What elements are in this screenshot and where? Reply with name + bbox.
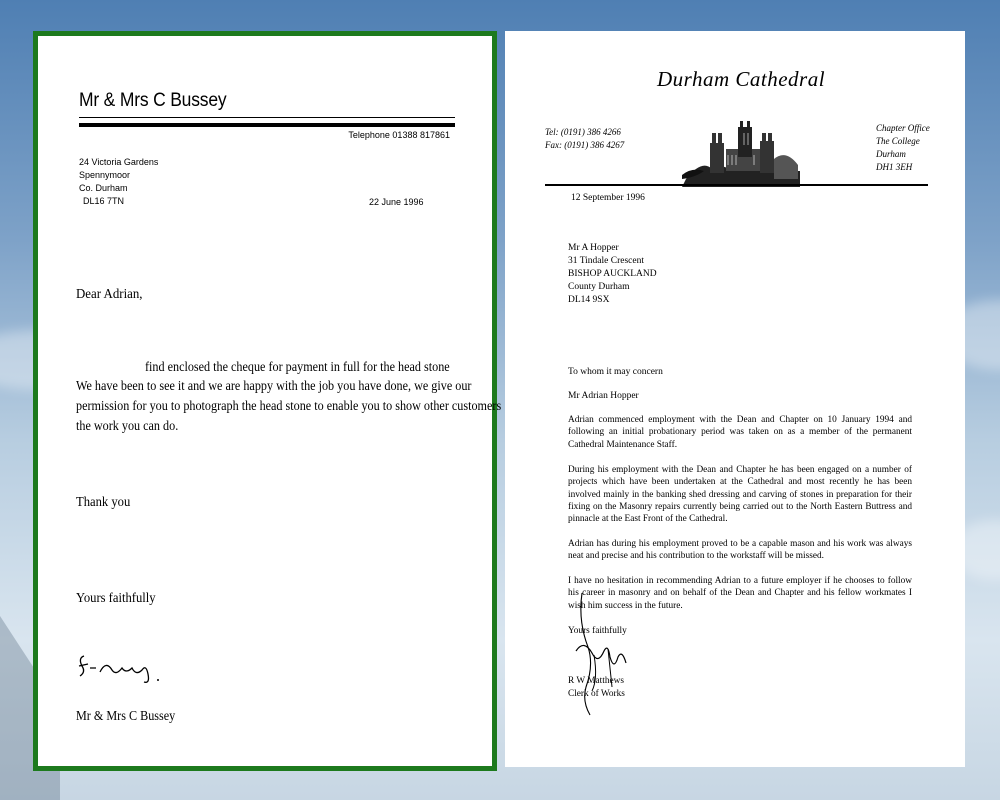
closing: Yours faithfully: [568, 626, 627, 636]
closing: Yours faithfully: [76, 591, 156, 606]
recipient-line: BISHOP AUCKLAND: [568, 269, 657, 279]
address-line: 24 Victoria Gardens: [79, 157, 159, 167]
to-whom-line: To whom it may concern: [568, 367, 663, 377]
paragraph: Adrian commenced employment with the Dean and Chapter on 10 January 1994 and following an initial probationary period was taken on as a member of the permanent Cathedral Maintenance Staff.: [568, 415, 912, 450]
paragraph: Adrian has during his employment proved to be a capable mason and his work was always neat and precise and his contribution to the workstaff will be missed.: [568, 539, 912, 562]
body-line: find enclosed the cheque for payment in full for the head stone: [145, 359, 450, 374]
office-address-line: Durham: [876, 149, 906, 159]
recipient-line: DL14 9SX: [568, 295, 610, 305]
subject-line: Mr Adrian Hopper: [568, 391, 639, 401]
letterhead-title: Durham Cathedral: [657, 67, 826, 91]
recipient-line: 31 Tindale Crescent: [568, 256, 644, 266]
fax: Fax: (0191) 386 4267: [545, 140, 625, 150]
address-line: Spennymoor: [79, 170, 131, 180]
signatory-name: Mr & Mrs C Bussey: [76, 708, 176, 723]
telephone: Telephone 01388 817861: [348, 130, 450, 140]
durham-cathedral-letter: [505, 31, 965, 767]
cathedral-engraving: [682, 119, 800, 187]
sender-name: Mr & Mrs C Bussey: [79, 90, 227, 111]
paragraph: During his employment with the Dean and Chapter he has been engaged on a number of projects which have been undertaken at the Cathedral and most recently he has been involved mainly in the banking shed dressing and carving of stones in preparation for their fixing on the Masonry repairs currently being carried out to the North Eastern Buttress and pinnacle at the East Front of the Cathedral.: [568, 465, 912, 525]
address-line: Co. Durham: [79, 183, 128, 193]
letter-date: 22 June 1996: [369, 197, 424, 207]
letterhead-rule-thin: [79, 117, 455, 118]
office-address-line: DH1 3EH: [876, 162, 913, 172]
body-line: We have been to see it and we are happy with the job you have done, we give our: [76, 378, 472, 393]
letterhead-rule-thick: [79, 123, 455, 127]
body-line: the work you can do.: [76, 418, 179, 433]
office-address-line: The College: [876, 136, 920, 146]
handwritten-signature: [76, 650, 176, 686]
office-address-line: Chapter Office: [876, 123, 930, 133]
body-line: permission for you to photograph the head stone to enable you to show other customers: [76, 398, 502, 413]
salutation: Dear Adrian,: [76, 287, 143, 302]
address-line: DL16 7TN: [83, 196, 125, 206]
bussey-letter: [33, 31, 502, 771]
letter-date: 12 September 1996: [571, 193, 645, 203]
thank-you: Thank you: [76, 495, 131, 510]
recipient-line: Mr A Hopper: [568, 243, 619, 253]
letterhead-rule: [545, 184, 928, 186]
signatory-title: Clerk of Works: [568, 689, 625, 699]
recipient-line: County Durham: [568, 282, 630, 292]
paragraph: I have no hesitation in recommending Adrian to a future employer if he chooses to follow his career in masonry and on behalf of the Dean and Chapter and his fellow workmates I wish him success in the future.: [568, 576, 912, 611]
signatory-name: R W Matthews: [568, 676, 624, 686]
telephone: Tel: (0191) 386 4266: [545, 127, 621, 137]
